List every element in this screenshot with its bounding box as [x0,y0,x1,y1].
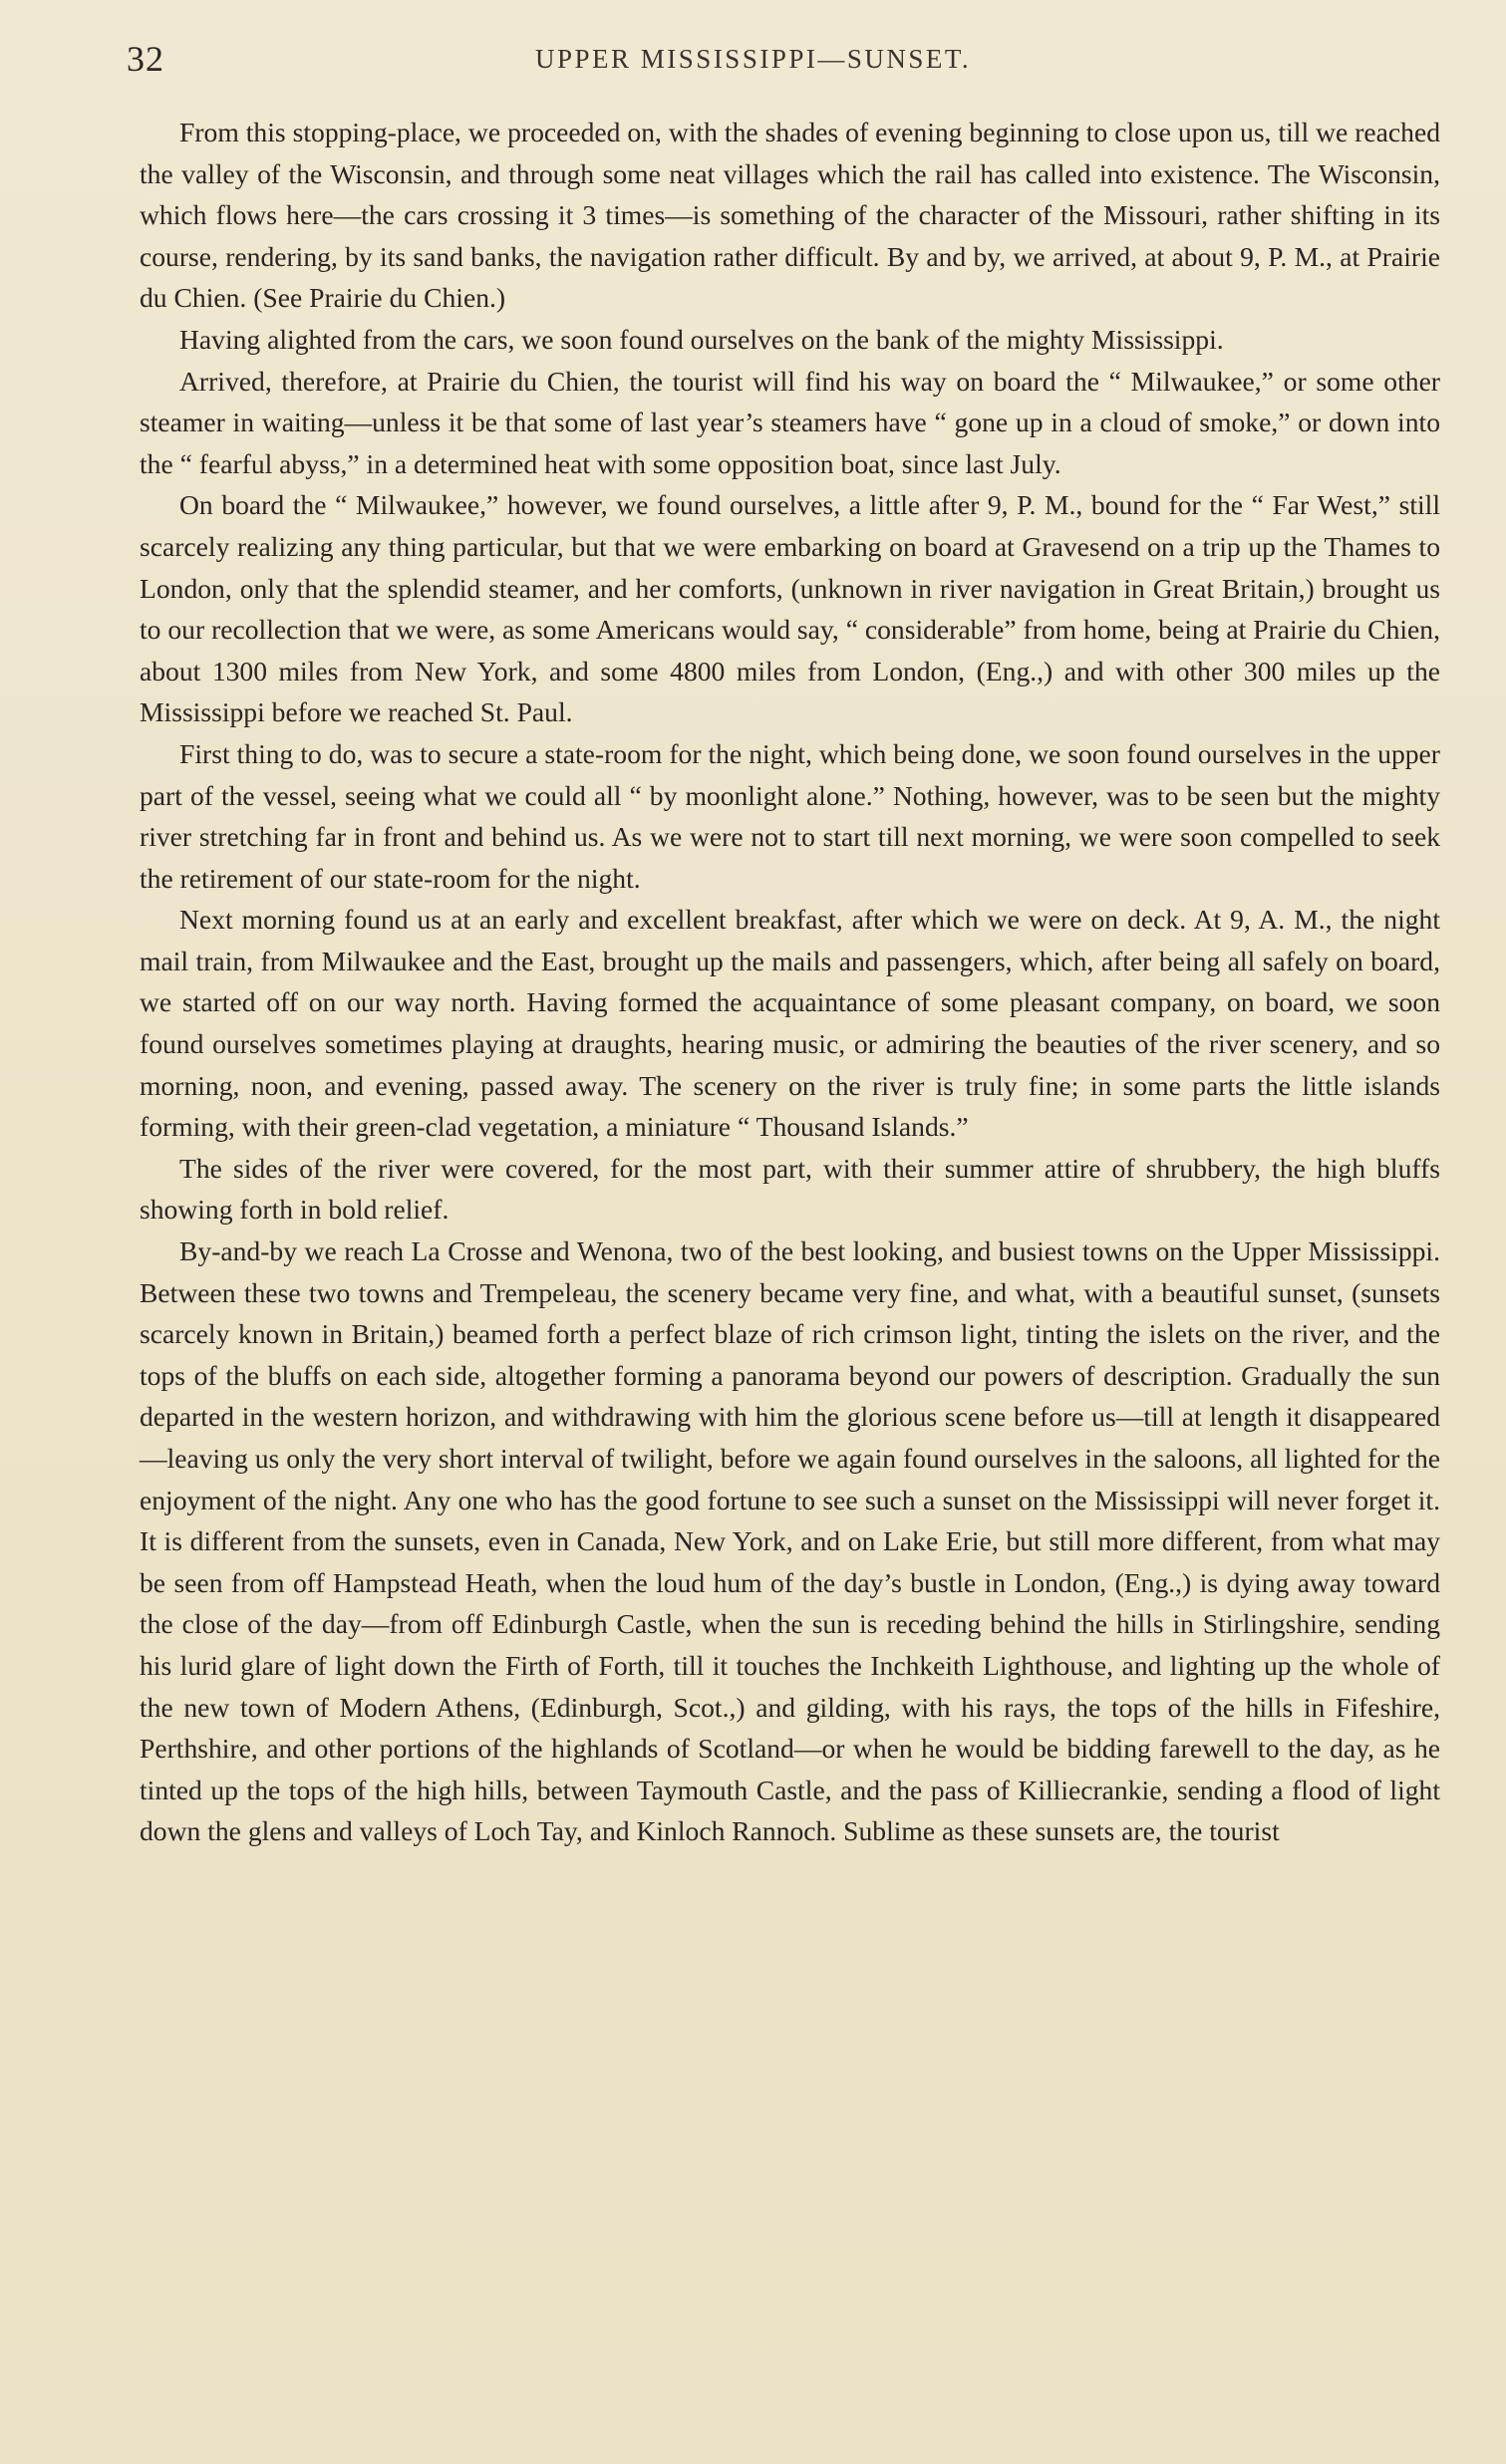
paragraph: By-and-by we reach La Crosse and Wenona, two of the best looking, and busiest towns on the Upper Mississippi. Between these two towns and Trempeleau, the scenery became very fine, and what, with a beautiful sunset, (sunsets scarcely known in Britain,) beamed forth a perfect blaze of rich crimson light, tinting the islets on the river, and the tops of the bluffs on each side, altogether forming a panorama beyond our powers of description. Gradually the sun departed in the western horizon, and withdrawing with him the glorious scene before us—till at length it disappeared—leaving us only the very short interval of twilight, before we again found ourselves in the saloons, all lighted for the enjoyment of the night. Any one who has the good fortune to see such a sunset on the Mississippi will never forget it. It is different from the sunsets, even in Canada, New York, and on Lake Erie, but still more different, from what may be seen from off Hampstead Heath, when the loud hum of the day’s bustle in London, (Eng.,) is dying away toward the close of the day—from off Edinburgh Castle, when the sun is receding behind the hills in Stirlingshire, sending his lurid glare of light down the Firth of Forth, till it touches the Inchkeith Lighthouse, and lighting up the whole of the new town of Modern Athens, (Edinburgh, Scot.,) and gilding, with his rays, the tops of the hills in Fifeshire, Perthshire, and other portions of the highlands of Scotland—or when he would be bidding farewell to the day, as he tinted up the tops of the high hills, between Taymouth Castle, and the pass of Killiecrankie, sending a flood of light down the glens and valleys of Loch Tay, and Kinloch Rannoch. Sublime as these sunsets are, the tourist [140,1235,1440,1847]
running-title: UPPER MISSISSIPPI—SUNSET. [535,44,972,74]
page-header [127,38,1442,88]
paragraph: On board the “ Milwaukee,” however, we found ourselves, a little after 9, P. M., bound for the “ Far West,” still scarcely realizing any thing particular, but that we were embarking on board at Gravesend on a trip up the Thames to London, only that the splendid steamer, and her comforts, (unknown in river navigation in Great Britain,) brought us to our recollection that we were, as some Americans would say, “ considerable” from home, being at Prairie du Chien, about 1300 miles from New York, and some 4800 miles from London, (Eng.,) and with other 300 miles up the Mississippi before we reached St. Paul. [140,489,1440,728]
paragraph: Next morning found us at an early and excellent breakfast, after which we were on deck. At 9, A. M., the night mail train, from Milwaukee and the East, brought up the mails and passengers, which, after being all safely on board, we started off on our way north. Having formed the acquaintance of some pleasant company, on board, we soon found ourselves sometimes playing at draughts, hearing music, or admiring the beauties of the river scenery, and so morning, noon, and evening, passed away. The scenery on the river is truly fine; in some parts the little islands forming, with their green-clad vegetation, a miniature “ Thousand Islands.” [140,904,1440,1143]
paragraph: The sides of the river were covered, for the most part, with their summer attire of shrubbery, the high bluffs showing forth in bold relief. [140,1152,1440,1226]
page-number: 32 [127,39,164,79]
paragraph: From this stopping-place, we proceeded on, with the shades of evening beginning to close upon us, till we reached the valley of the Wisconsin, and through some neat villages which the rail has called into existence. The Wisconsin, which flows here—the cars crossing it 3 times—is something of the character of the Missouri, rather shifting in its course, rendering, by its sand banks, the navigation rather difficult. By and by, we arrived, at about 9, P. M., at Prairie du Chien. (See Prairie du Chien.) [140,117,1440,314]
paragraph: Having alighted from the cars, we soon found ourselves on the bank of the mighty Mississippi. [179,323,1224,355]
paragraph: First thing to do, was to secure a state-room for the night, which being done, we soon found ourselves in the upper part of the vessel, seeing what we could all “ by moonlight alone.” Nothing, however, was to be seen but the mighty river stretching far in front and behind us. As we were not to start till next morning, we were soon compelled to seek the retirement of our state-room for the night. [140,737,1440,894]
paragraph: Arrived, therefore, at Prairie du Chien, the tourist will find his way on board the “ Milwaukee,” or some other steamer in waiting—unless it be that some of last year’s steamers have “ gone up in a cloud of smoke,” or down into the “ fearful abyss,” in a determined heat with some opposition boat, since last July. [140,365,1440,479]
body-text [140,112,1440,1852]
